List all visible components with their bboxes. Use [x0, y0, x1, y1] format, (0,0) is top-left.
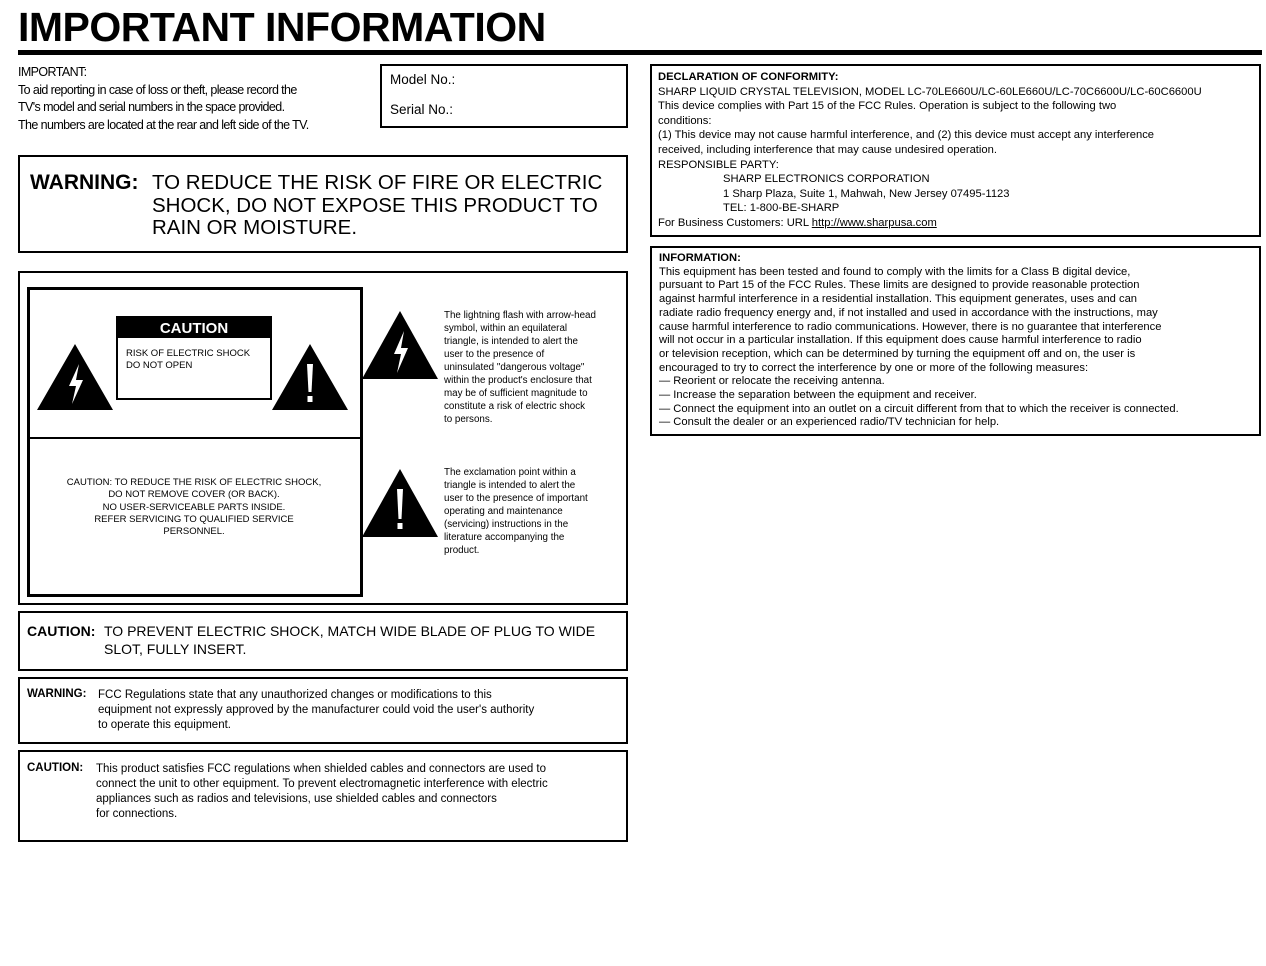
declaration-heading: DECLARATION OF CONFORMITY:	[658, 71, 839, 83]
caution-sticker-text	[118, 338, 270, 372]
lightning-line: The lightning flash with arrow-head	[444, 310, 596, 321]
shield-caution-line: This product satisfies FCC regulations when shielded cables and connectors are used to	[96, 763, 547, 775]
exclamation-description	[444, 466, 620, 557]
service-caution-line: CAUTION: TO REDUCE THE RISK OF ELECTRIC SHOCK,	[66, 477, 322, 488]
caution-symbols-panel	[18, 271, 628, 605]
fcc-warning-box	[18, 677, 628, 744]
fcc-warning-line: FCC Regulations state that any unauthorized changes or modifications to this	[98, 689, 492, 701]
plug-caution-text	[104, 623, 624, 658]
exclamation-line: operating and maintenance	[444, 506, 563, 517]
exclamation-line: The exclamation point within a	[444, 467, 576, 478]
lightning-line: uninsulated "dangerous voltage"	[444, 362, 585, 373]
intro-line: The numbers are located at the rear and left side of the TV.	[18, 117, 309, 132]
information-line: or television reception, which can be determined by turning the equipment off and on, the user is	[659, 347, 1136, 360]
serial-number-label: Serial No.:	[390, 102, 454, 117]
declaration-line: conditions:	[658, 114, 712, 127]
information-measure: — Consult the dealer or an experienced radio/TV technician for help.	[659, 416, 1000, 429]
caution-label-box	[27, 287, 363, 597]
plug-caution-line: SLOT, FULLY INSERT.	[104, 640, 247, 657]
information-box	[650, 246, 1261, 436]
exclamation-line: triangle is intended to alert the	[444, 480, 576, 491]
information-line: pursuant to Part 15 of the FCC Rules. These limits are designed to provide reasonable protection	[659, 279, 1140, 292]
important-intro	[18, 64, 309, 134]
information-measure: — Connect the equipment into an outlet on a circuit different from that to which the receiver is connected.	[659, 402, 1179, 415]
shield-caution-line: for connections.	[96, 808, 178, 820]
information-line: encouraged to try to correct the interference by one or more of the following measures:	[659, 361, 1089, 374]
shield-caution-line: appliances such as radios and televisions, use shielded cables and connectors	[96, 793, 497, 805]
lightning-line: constitute a risk of electric shock	[444, 401, 586, 412]
information-line: radiate radio frequency energy and, if not installed and used in accordance with the instructions, may	[659, 306, 1158, 319]
intro-line: IMPORTANT:	[18, 65, 87, 79]
shield-caution-label: CAUTION:	[27, 762, 84, 774]
exclamation-line: (servicing) instructions in the	[444, 519, 569, 530]
lightning-line: to persons.	[444, 414, 493, 425]
plug-caution-label: CAUTION:	[27, 623, 96, 639]
declaration-line: This device complies with Part 15 of the FCC Rules. Operation is subject to the following two	[658, 100, 1117, 113]
service-caution-line: REFER SERVICING TO QUALIFIED SERVICE	[94, 513, 294, 525]
service-caution-text	[40, 477, 348, 538]
responsible-party-line: TEL: 1-800-BE-SHARP	[723, 202, 840, 215]
information-measure: — Increase the separation between the equipment and receiver.	[659, 389, 977, 402]
business-url-prefix: For Business Customers: URL	[658, 216, 812, 229]
caution-sticker	[116, 316, 272, 400]
sharp-url-link[interactable]: http://www.sharpusa.com	[811, 216, 937, 229]
service-caution-line: PERSONNEL.	[163, 526, 225, 538]
fcc-warning-line: equipment not expressly approved by the manufacturer could void the user's authority	[98, 704, 535, 716]
warning-label: WARNING:	[30, 171, 139, 194]
plug-caution-line: TO PREVENT ELECTRIC SHOCK, MATCH WIDE BLADE OF PLUG TO WIDE	[104, 623, 596, 639]
page-title: IMPORTANT INFORMATION	[18, 4, 546, 50]
exclamation-line: user to the presence of important	[444, 493, 588, 504]
caution-sticker-line: DO NOT OPEN	[126, 360, 193, 371]
moisture-warning-box	[18, 155, 628, 253]
caution-sticker-title: CAUTION	[118, 318, 270, 338]
information-line: This equipment has been tested and found to comply with the limits for a Class B digital device,	[659, 265, 1131, 278]
information-line: will not occur in a particular installation. If this equipment does cause harmful interference to radio	[659, 334, 1142, 347]
declaration-line: RESPONSIBLE PARTY:	[658, 158, 779, 171]
declaration-text	[658, 70, 1258, 231]
exclamation-line: product.	[444, 545, 480, 556]
service-caution-line: DO NOT REMOVE COVER (OR BACK).	[108, 489, 280, 501]
lightning-description	[444, 309, 620, 426]
shield-caution-text	[96, 762, 624, 822]
information-line: cause harmful interference to radio communications. However, there is no guarantee that interference	[659, 320, 1162, 333]
shielded-cable-caution-box	[18, 750, 628, 842]
exclamation-triangle-icon	[270, 342, 350, 412]
declaration-of-conformity-box	[650, 64, 1261, 237]
declaration-line: SHARP LIQUID CRYSTAL TELEVISION, MODEL LC-70LE660U/LC-60LE660U/LC-70C6600U/LC-60C6600U	[658, 85, 1202, 98]
exclamation-line: literature accompanying the	[444, 532, 565, 543]
title-rule	[18, 50, 1262, 55]
shield-caution-line: connect the unit to other equipment. To prevent electromagnetic interference with electric	[96, 778, 548, 790]
intro-line: To aid reporting in case of loss or theft, please record the	[18, 82, 297, 97]
lightning-line: triangle, is intended to alert the	[444, 336, 578, 347]
responsible-party-line: SHARP ELECTRONICS CORPORATION	[723, 173, 930, 186]
model-serial-box	[380, 64, 628, 128]
responsible-party-line: 1 Sharp Plaza, Suite 1, Mahwah, New Jersey 07495-1123	[723, 187, 1010, 200]
fcc-warning-line: to operate this equipment.	[98, 719, 231, 731]
lightning-line: symbol, within an equilateral	[444, 323, 568, 334]
lightning-line: may be of sufficient magnitude to	[444, 388, 588, 399]
warning-line: RAIN OR MOISTURE.	[152, 216, 358, 239]
lightning-line: within the product's enclosure that	[444, 375, 592, 386]
lightning-line: user to the presence of	[444, 349, 545, 360]
label-divider	[30, 437, 360, 439]
information-line: against harmful interference in a residential installation. This equipment generates, uses and can	[659, 293, 1138, 306]
business-url-line	[658, 216, 1258, 231]
warning-text	[152, 172, 612, 240]
warning-line: TO REDUCE THE RISK OF FIRE OR ELECTRIC	[152, 171, 603, 194]
caution-sticker-line: RISK OF ELECTRIC SHOCK	[126, 348, 251, 359]
information-heading: INFORMATION:	[659, 252, 741, 264]
model-number-label: Model No.:	[390, 72, 456, 87]
lightning-triangle-icon	[360, 309, 440, 381]
intro-line: TV's model and serial numbers in the space provided.	[18, 100, 285, 114]
lightning-triangle-icon	[35, 342, 115, 412]
information-measure: — Reorient or relocate the receiving antenna.	[659, 375, 885, 388]
plug-caution-box	[18, 611, 628, 671]
exclamation-triangle-icon	[360, 467, 440, 539]
warning-line: SHOCK, DO NOT EXPOSE THIS PRODUCT TO	[152, 193, 598, 217]
information-text	[659, 252, 1259, 430]
service-caution-line: NO USER-SERVICEABLE PARTS INSIDE.	[102, 501, 286, 513]
fcc-warning-label: WARNING:	[27, 688, 87, 700]
declaration-line: received, including interference that may cause undesired operation.	[658, 143, 997, 156]
fcc-warning-text	[98, 688, 618, 733]
declaration-line: (1) This device may not cause harmful interference, and (2) this device must accept any interference	[658, 129, 1155, 142]
